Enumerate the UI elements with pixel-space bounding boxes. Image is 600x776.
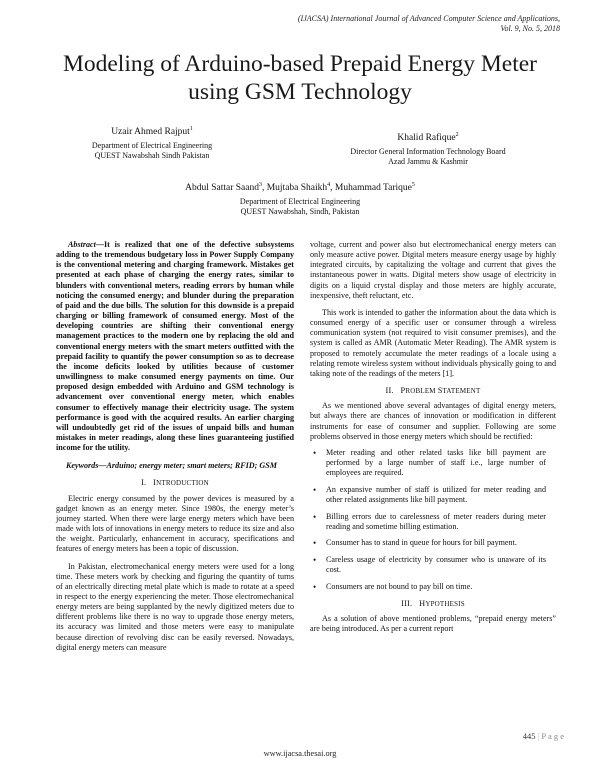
author-sup: 5 <box>411 182 415 188</box>
author-block-3 <box>150 180 450 218</box>
author-sup: 4 <box>327 182 331 188</box>
author-name: Uzair Ahmed Rajput <box>111 127 190 138</box>
author-name: Khalid Rafique <box>397 133 456 144</box>
list-item: • Consumer has to stand in queue for hours for bill payment. <box>313 538 517 549</box>
author-sup: 2 <box>455 132 459 138</box>
bullet-icon: • <box>313 511 317 522</box>
author-affiliation: QUEST Nawabshah, Sindh, Pakistan <box>240 207 360 217</box>
author-name: Abdul Sattar Saand <box>185 183 259 194</box>
journal-name: (IJACSA) International Journal of Advanced Computer Science and Applications, <box>297 14 560 23</box>
bullet-icon: • <box>313 581 317 592</box>
page-num: 445 <box>522 731 536 741</box>
author-separator: , <box>261 183 267 194</box>
list-item: • An expansive number of staff is utilized for meter reading and other related assignments like bill payment. <box>313 484 546 504</box>
page-number <box>523 731 564 741</box>
author-affiliation: Azad Jammu & Kashmir <box>388 157 468 167</box>
author-sup: 1 <box>189 126 193 132</box>
section-heading-problem-statement: II. PROBLEM STATEMENT <box>385 386 481 396</box>
title-line-2: using GSM Technology <box>188 79 412 105</box>
author-affiliation: QUEST Nawabshah Sindh Pakistan <box>94 151 210 161</box>
bullet-icon: • <box>313 447 317 458</box>
intro-paragraph-1: Electric energy consumed by the power devices is measured by a gadget known as an energy meter. Since 1980s, the energy meter’s journey started. When there were large energy meters which have been made with lots of innovations in energy meters to reduce its size and also the weight. Particularly, enhancement in accuracy, specifications and features of energy meters has been a topic of discussion. <box>56 493 294 554</box>
title-line-1: Modeling of Arduino-based Prepaid Energy Meter <box>62 51 538 77</box>
abstract <box>56 240 294 453</box>
author-name: Muhammad Tarique <box>334 183 412 194</box>
problem-list <box>310 448 556 592</box>
footer-url: www.ijacsa.thesai.org <box>263 749 337 758</box>
bullet-icon: • <box>313 555 317 566</box>
author-name: Mujtaba Shaikh <box>266 183 328 194</box>
list-item: • Consumers are not bound to pay bill on time. <box>313 581 473 592</box>
right-column <box>310 240 556 635</box>
author-block-1 <box>62 124 242 162</box>
keywords: Keywords—Arduino; energy meter; smart meters; RFID; GSM <box>66 461 277 471</box>
abstract-text: —It is realized that one of the defective subsystems adding to the tremendous budgetary loss in Power Supply Company is the conventional metering and charging framework. Mistakes get presented at each phase of charging the energy rates, similar to blunders with conventional meters, reading errors by human while noticing the consumed energy; and blunder during the preparation of paid and the due bills. The solution for this downside is a prepaid charging or billing framework of consumed energy. Most of the developing countries are shifting their conventional energy management practices to the modern one by replacing the old and conventional energy meters with the smart meters outfitted with the prepaid facility to quantify the power consumption so as to decrease the income deficits looked by utilities because of customer unwillingness to make consumed energy payments on time. Our proposed design embedded with Arduino and GSM technology is advancement over conventional energy meter, which enables consumer to effectively manage their electricity usage. The system performance is good with the acquired results. An earlier charging will undoubtedly get rid of the issues of unpaid bills and human mistakes in meter readings, along these lines guaranteeing justified income for the utility. <box>56 240 294 453</box>
list-item: • Meter reading and other related tasks like bill payment are performed by a large number of staff i.e., large number of employees are required. <box>313 447 546 478</box>
page-separator: | <box>537 731 540 741</box>
right-paragraph-2: This work is intended to gather the information about the data which is consumed energy of a specific user or consumer through a wireless communication system (not required to visit consumer premises), and the system is called as AMR (Automatic Meter Reading). The AMR system is proposed to remotely accumulate the meter readings of a locale using a relating remote wireless system without individuals physically going to and taking note of the readings of the meters [1]. <box>310 307 556 378</box>
bullet-icon: • <box>313 538 317 549</box>
hypothesis-paragraph: As a solution of above mentioned problems, “prepaid energy meters” are being introduced. As per a current report <box>310 614 556 634</box>
paper-title <box>30 50 570 106</box>
page-label: P a g e <box>541 731 564 741</box>
author-affiliation: Department of Electrical Engineering <box>239 196 361 206</box>
abstract-label: Abstract <box>68 240 96 249</box>
right-paragraph-1: voltage, current and power also but electromechanical energy meters can only measure active power. Digital meters measure energy usage by highly integrated circuits, by capitalizing the voltage and current that gives the instantaneous power in watts. Digital meters show usage of electricity in digits on a liquid crystal display and those meters are highly accurate, inexpensive, theft reluctant, etc. <box>310 240 556 300</box>
left-column <box>56 240 294 653</box>
author-affiliation: Director General Information Technology Board <box>350 146 506 156</box>
journal-volume: Vol. 9, No. 5, 2018 <box>500 24 560 33</box>
section-heading-hypothesis: III. HYPOTHESIS <box>401 599 465 609</box>
intro-paragraph-2: In Pakistan, electromechanical energy meters were used for a long time. These meters work by checking and figuring the quantity of turns of an electrically directing metal plate which is made to rotate at a speed in respect to the energy experiencing the meter. Those electromechanical energy meters are being supplanted by the newly digitized meters due to different problems like there is no way to upgrade those energy meters, its accuracy was limited and those meters were easy to manipulate because direction of revolving disc can be easily reversed. Nowadays, digital energy meters can measure <box>56 561 294 652</box>
author-sup: 3 <box>258 182 262 188</box>
list-item: • Careless usage of electricity by consumer who is unaware of its cost. <box>313 555 546 575</box>
problem-paragraph: As we mentioned above several advantages of digital energy meters, but always there are chances of innovation or modification in different instruments for ease of consumer and supplier. Following are some problems observed in those energy meters which should be rectified: <box>310 401 556 441</box>
journal-header <box>140 14 560 34</box>
list-item: • Billing errors due to carelessness of meter readers during meter reading and sometime billing estimation. <box>313 511 546 531</box>
author-block-2 <box>318 130 538 168</box>
author-separator: , <box>330 183 335 194</box>
author-affiliation: Department of Electrical Engineering <box>91 140 213 150</box>
section-heading-introduction: I. INTRODUCTION <box>141 478 209 488</box>
bullet-icon: • <box>313 484 317 495</box>
